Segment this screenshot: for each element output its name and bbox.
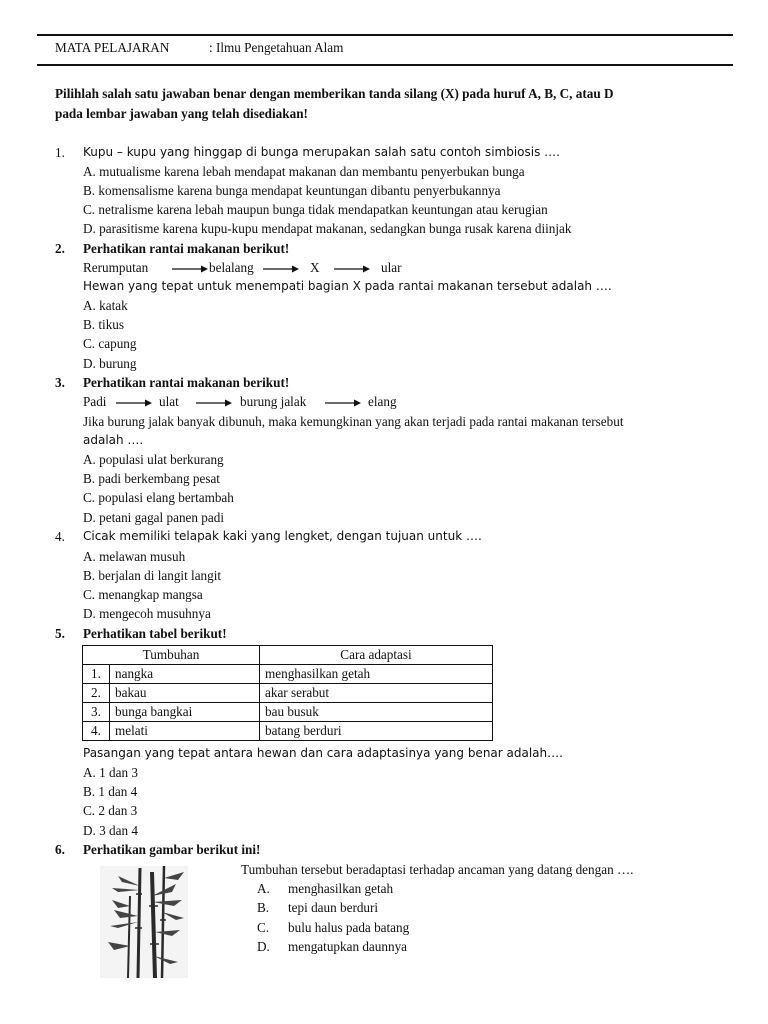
q2-chain-item-1: Rerumputan — [83, 260, 149, 275]
table-header-row — [83, 646, 493, 665]
q3-chain-item-4: elang — [368, 394, 397, 409]
question-2-stem: Perhatikan rantai makanan berikut! — [83, 241, 290, 256]
q3-option-c: C. populasi elang bertambah — [83, 490, 234, 505]
question-4-stem: Cicak memiliki telapak kaki yang lengket, dengan tujuan untuk …. — [83, 529, 482, 543]
table-cell-adaptation: batang berduri — [260, 722, 493, 741]
q5-option-d: D. 3 dan 4 — [83, 823, 138, 838]
table-row — [83, 722, 493, 741]
q3-option-d: D. petani gagal panen padi — [83, 510, 224, 525]
q2-option-d: D. burung — [83, 356, 137, 371]
table-cell-plant: bunga bangkai — [110, 703, 260, 722]
subject-label: MATA PELAJARAN — [55, 40, 170, 55]
q5-option-a: A. 1 dan 3 — [83, 765, 138, 780]
q5-option-b: B. 1 dan 4 — [83, 784, 138, 799]
q3-question-line-2: adalah …. — [83, 433, 144, 447]
instruction-line-2: pada lembar jawaban yang telah disediakan! — [55, 106, 308, 121]
question-6-number: 6. — [55, 842, 65, 857]
q2-question: Hewan yang tepat untuk menempati bagian X pada rantai makanan tersebut adalah …. — [83, 279, 612, 293]
header-bottom-rule — [37, 64, 733, 66]
q6-option-c-text: bulu halus pada batang — [288, 920, 410, 935]
q6-question: Tumbuhan tersebut beradaptasi terhadap ancaman yang datang dengan …. — [241, 862, 634, 877]
q3-option-b: B. padi berkembang pesat — [83, 471, 220, 486]
question-2-number: 2. — [55, 241, 65, 256]
q1-option-c: C. netralisme karena lebah maupun bunga tidak mendapatkan keuntungan atau kerugian — [83, 202, 548, 217]
q5-option-c: C. 2 dan 3 — [83, 803, 138, 818]
q6-option-b-letter: B. — [257, 900, 270, 915]
q4-option-a: A. melawan musuh — [83, 549, 186, 564]
q2-chain-item-3: X — [310, 260, 320, 275]
question-1-number: 1. — [55, 145, 65, 160]
q4-option-b: B. berjalan di langit langit — [83, 568, 222, 583]
table-header-plant: Tumbuhan — [83, 646, 260, 665]
q6-option-d-text: mengatupkan daunnya — [288, 939, 408, 954]
table-header-adaptation: Cara adaptasi — [260, 646, 493, 665]
table-cell-number: 3. — [83, 703, 110, 722]
table-cell-adaptation: menghasilkan getah — [260, 665, 493, 684]
q2-option-b: B. tikus — [83, 317, 125, 332]
table-cell-plant: bakau — [110, 684, 260, 703]
table-cell-number: 1. — [83, 665, 110, 684]
q1-option-a: A. mutualisme karena lebah mendapat makanan dan membantu penyerbukan bunga — [83, 164, 525, 179]
q2-option-a: A. katak — [83, 298, 128, 313]
q6-option-d-letter: D. — [257, 939, 270, 954]
table-cell-plant: nangka — [110, 665, 260, 684]
question-3-stem: Perhatikan rantai makanan berikut! — [83, 375, 290, 390]
subject-value: : Ilmu Pengetahuan Alam — [209, 40, 344, 55]
table-row — [83, 684, 493, 703]
q3-question-line-1: Jika burung jalak banyak dibunuh, maka kemungkinan yang akan terjadi pada rantai makanan tersebut — [83, 414, 624, 429]
q4-option-d: D. mengecoh musuhnya — [83, 606, 211, 621]
q6-option-b-text: tepi daun berduri — [288, 900, 379, 915]
q2-option-c: C. capung — [83, 336, 137, 351]
q6-option-a-text: menghasilkan getah — [288, 881, 394, 896]
q1-option-d: D. parasitisme karena kupu-kupu mendapat makanan, sedangkan bunga rusak karena diinjak — [83, 221, 572, 236]
adaptation-table — [82, 645, 493, 741]
table-cell-adaptation: bau busuk — [260, 703, 493, 722]
q3-chain-arrow-1 — [116, 398, 152, 408]
question-3-number: 3. — [55, 375, 65, 390]
table-cell-number: 4. — [83, 722, 110, 741]
q4-option-c: C. menangkap mangsa — [83, 587, 203, 602]
table-cell-adaptation: akar serabut — [260, 684, 493, 703]
q3-chain-item-2: ulat — [159, 394, 179, 409]
question-4-number: 4. — [55, 529, 65, 544]
q3-chain-arrow-3 — [325, 398, 361, 408]
table-cell-plant: melati — [110, 722, 260, 741]
q6-option-c-letter: C. — [257, 920, 270, 935]
question-6-stem: Perhatikan gambar berikut ini! — [83, 842, 261, 857]
q3-chain-item-1: Padi — [83, 394, 107, 409]
q3-option-a: A. populasi ulat berkurang — [83, 452, 224, 467]
q2-chain-item-4: ular — [381, 260, 402, 275]
header-top-rule — [37, 34, 733, 36]
q2-chain-arrow-2 — [263, 264, 299, 274]
q2-chain-arrow-3 — [334, 264, 370, 274]
q2-chain-arrow-1 — [172, 264, 208, 274]
instruction-line-1: Pilihlah salah satu jawaban benar dengan memberikan tanda silang (X) pada huruf A, B, C, atau D — [55, 86, 614, 101]
q6-option-a-letter: A. — [257, 881, 270, 896]
bamboo-image — [100, 866, 188, 978]
q3-chain-arrow-2 — [196, 398, 232, 408]
question-1-stem: Kupu – kupu yang hinggap di bunga merupakan salah satu contoh simbiosis …. — [83, 145, 560, 159]
q5-question: Pasangan yang tepat antara hewan dan cara adaptasinya yang benar adalah…. — [83, 746, 563, 760]
question-5-number: 5. — [55, 626, 65, 641]
table-row — [83, 703, 493, 722]
question-5-stem: Perhatikan tabel berikut! — [83, 626, 227, 641]
q3-chain-item-3: burung jalak — [240, 394, 307, 409]
table-row — [83, 665, 493, 684]
q1-option-b: B. komensalisme karena bunga mendapat keuntungan dibantu penyerbukannya — [83, 183, 501, 198]
table-cell-number: 2. — [83, 684, 110, 703]
q2-chain-item-2: belalang — [209, 260, 254, 275]
